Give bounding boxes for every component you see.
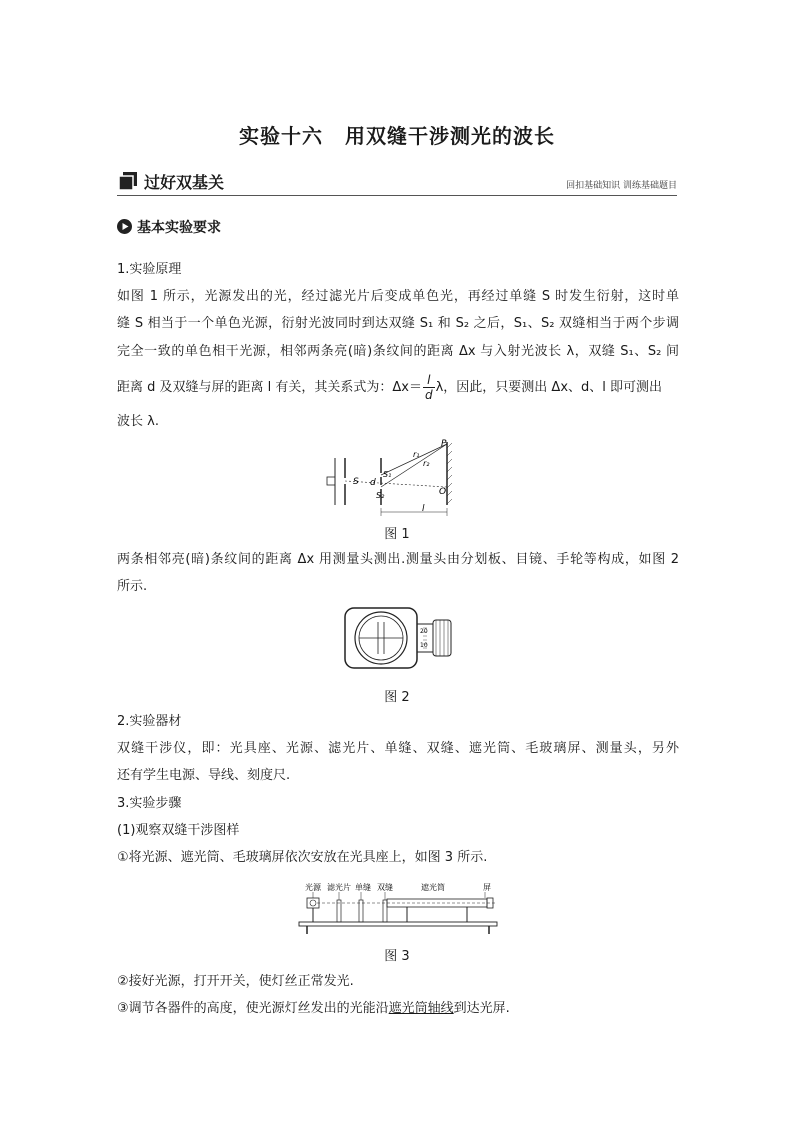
label-source: 光源	[305, 883, 321, 892]
label-S: S	[353, 477, 359, 487]
label-S2: S₂	[376, 491, 385, 500]
equipment-line-2: 还有学生电源、导线、刻度尺.	[117, 768, 291, 783]
figure-3-apparatus	[297, 878, 502, 936]
equipment-line-1: 双缝干涉仪，即：光具座、光源、滤光片、单缝、双缝、遮光筒、毛玻璃屏、测量头，另外	[117, 741, 679, 756]
figure-1-diagram	[325, 440, 465, 520]
principle-line-4-post: λ，因此，只要测出 Δx、d、l 即可测出	[435, 380, 663, 395]
steps-heading: 3.实验步骤	[117, 796, 182, 811]
measure-line-1: 两条相邻亮(暗)条纹间的距离 Δx 用测量头测出.测量头由分划板、目镜、手轮等构成，如图 2	[117, 552, 679, 567]
handwheel-knob	[433, 620, 451, 656]
filter-holder	[337, 900, 341, 922]
title-part1: 实验十六	[239, 124, 323, 148]
axis-line	[345, 481, 447, 487]
principle-heading: 1.实验原理	[117, 262, 182, 277]
scale-bottom-label: 10	[420, 642, 428, 649]
step-1: ①将光源、遮光筒、毛玻璃屏依次安放在光具座上，如图 3 所示.	[117, 850, 488, 865]
steps-sub-1: (1)观察双缝干涉图样	[117, 823, 240, 838]
principle-line-1: 如图 1 所示，光源发出的光，经过滤光片后变成单色光，再经过单缝 S 时发生衍射，这时单	[117, 289, 679, 304]
step-3-post: 到达光屏.	[453, 1001, 510, 1016]
label-double-slit: 双缝	[377, 883, 393, 892]
figure-1-caption: 图 1	[384, 527, 410, 542]
step-3	[117, 1000, 679, 1018]
subsection-title: 基本实验要求	[137, 220, 221, 236]
label-P: P	[441, 439, 447, 449]
label-O: O	[439, 487, 447, 497]
lamp-bulb	[310, 900, 316, 906]
equipment-heading: 2.实验器材	[117, 714, 182, 729]
figure-3-caption: 图 3	[384, 949, 410, 964]
formula-fraction	[423, 373, 435, 402]
step-2: ②接好光源，打开开关，使灯丝正常发光.	[117, 974, 354, 989]
play-circle-icon	[117, 219, 132, 234]
page-title	[0, 120, 794, 149]
label-tube: 遮光筒	[421, 883, 445, 892]
fraction-numerator: l	[423, 373, 435, 388]
label-l: l	[422, 504, 425, 514]
figure-2-caption: 图 2	[384, 690, 410, 705]
figure-2-measuring-head	[343, 606, 455, 670]
principle-line-4-pre: 距离 d 及双缝与屏的距离 l 有关，其关系式为：Δx＝	[117, 380, 422, 395]
double-slit-holder	[383, 900, 387, 922]
step-3-underlined: 遮光筒轴线	[388, 1001, 454, 1016]
scale-top-label: 20	[420, 628, 428, 635]
label-r2: r₂	[423, 459, 430, 468]
label-S1: S₁	[383, 470, 392, 479]
label-screen: 屏	[483, 883, 491, 892]
section-right-note: 回扣基础知识 训练基础题目	[566, 181, 677, 191]
label-r1: r₁	[413, 450, 420, 459]
principle-line-2: 缝 S 相当于一个单色光源，衍射光波同时到达双缝 S₁ 和 S₂ 之后，S₁、S₂ 双缝相当于两个步调	[117, 316, 679, 331]
section-header	[117, 170, 677, 196]
single-slit-box	[327, 477, 335, 485]
step-3-pre: ③调节各器件的高度，使光源灯丝发出的光能沿	[117, 1001, 389, 1016]
principle-line-4	[117, 373, 679, 402]
section-title: 过好双基关	[144, 173, 225, 192]
title-part2: 用双缝干涉测光的波长	[345, 124, 555, 148]
label-single-slit: 单缝	[355, 883, 371, 892]
principle-line-3: 完全一致的单色相干光源，相邻两条亮(暗)条纹间的距离 Δx 与入射光波长 λ，双缝 S₁、S₂ 间	[117, 344, 679, 359]
optical-bench	[299, 922, 497, 926]
principle-line-5: 波长 λ.	[117, 414, 159, 429]
label-filter: 滤光片	[327, 883, 351, 892]
section-rule	[117, 195, 677, 196]
measure-line-2: 所示.	[117, 579, 148, 594]
section-square-icon	[119, 172, 137, 190]
single-slit-holder	[359, 900, 363, 922]
fraction-denominator: d	[424, 388, 433, 402]
knob-grip	[436, 620, 448, 656]
label-d: d	[370, 478, 376, 488]
